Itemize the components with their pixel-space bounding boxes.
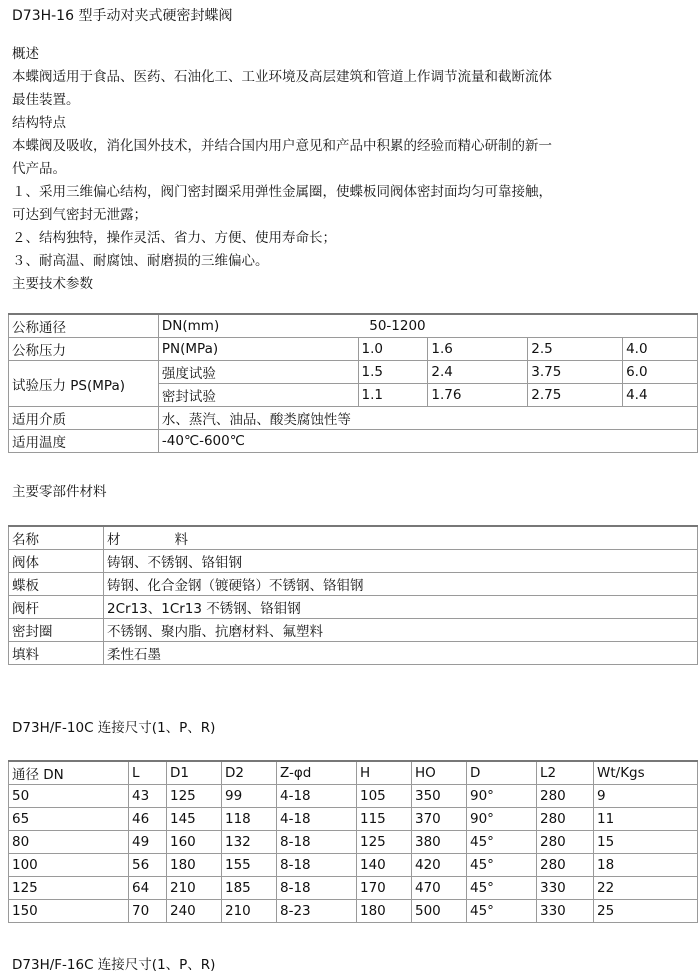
- dims-cell: 90°: [467, 785, 537, 808]
- strength-value: 1.5: [358, 361, 428, 384]
- dims-cell: 8-18: [277, 877, 357, 900]
- dims-cell: Wt/Kgs: [594, 761, 698, 785]
- pn-unit: PN(MPa): [158, 338, 358, 361]
- dims-cell: 125: [9, 877, 129, 900]
- dims-cell: 125: [357, 831, 412, 854]
- dims-cell: 45°: [467, 831, 537, 854]
- strength-value: 3.75: [528, 361, 623, 384]
- pn-value: 1.0: [358, 338, 428, 361]
- dims-cell: 15: [594, 831, 698, 854]
- part-material: 铸钢、化合金钢（镀硬铬）不锈钢、铬钼钢: [104, 573, 698, 596]
- dims-cell: 170: [357, 877, 412, 900]
- pn-value: 2.5: [528, 338, 623, 361]
- materials-header-material: 材 料: [104, 526, 698, 550]
- temp-label: 适用温度: [9, 430, 159, 453]
- temp-value: -40℃-600℃: [158, 430, 697, 453]
- dims-cell: 115: [357, 808, 412, 831]
- dims-cell: 470: [412, 877, 467, 900]
- dn-value: 50-1200: [369, 318, 426, 334]
- seal-label: 密封试验: [158, 384, 358, 407]
- dims-cell: 125: [167, 785, 222, 808]
- dims-cell: 370: [412, 808, 467, 831]
- dims-cell: 420: [412, 854, 467, 877]
- seal-value: 4.4: [623, 384, 698, 407]
- dims-cell: 11: [594, 808, 698, 831]
- dims-cell: 145: [167, 808, 222, 831]
- dims-cell: H: [357, 761, 412, 785]
- dims-cell: 8-23: [277, 900, 357, 923]
- dims-cell: 500: [412, 900, 467, 923]
- dims-cell: 56: [129, 854, 167, 877]
- part-name: 蝶板: [9, 573, 104, 596]
- dims-cell: 280: [537, 808, 594, 831]
- part-name: 阀杆: [9, 596, 104, 619]
- dims-cell: 280: [537, 831, 594, 854]
- pn-value: 1.6: [428, 338, 528, 361]
- table-row: [9, 596, 698, 619]
- strength-value: 2.4: [428, 361, 528, 384]
- structure-item1-line1: １、采用三维偏心结构，阀门密封圈采用弹性金属圈，使蝶板同阀体密封面均匀可靠接触，: [12, 184, 552, 200]
- table-row: [9, 642, 698, 665]
- spec-row-strength: [9, 361, 698, 384]
- seal-value: 1.76: [428, 384, 528, 407]
- dims-cell: 185: [222, 877, 277, 900]
- medium-label: 适用介质: [9, 407, 159, 430]
- table-row: [9, 619, 698, 642]
- table-row: [9, 550, 698, 573]
- dims-cell: 45°: [467, 900, 537, 923]
- dims-cell: 65: [9, 808, 129, 831]
- dims-cell: 通径 DN: [9, 761, 129, 785]
- dims-cell: 18: [594, 854, 698, 877]
- dims-cell: 45°: [467, 854, 537, 877]
- table-row: [9, 854, 698, 877]
- part-material: 铸钢、不锈钢、铬钼钢: [104, 550, 698, 573]
- pn-label: 公称压力: [9, 338, 159, 361]
- spec-row-dn: [9, 314, 698, 338]
- dims-cell: Z-φd: [277, 761, 357, 785]
- dims-cell: D1: [167, 761, 222, 785]
- dims-cell: HO: [412, 761, 467, 785]
- overview-heading: 概述: [12, 46, 39, 62]
- dims-cell: D2: [222, 761, 277, 785]
- dims-cell: 70: [129, 900, 167, 923]
- dims-header-row: [9, 761, 698, 785]
- table-row: [9, 785, 698, 808]
- dims-cell: 80: [9, 831, 129, 854]
- spec-row-temp: [9, 430, 698, 453]
- dims-cell: 43: [129, 785, 167, 808]
- dn-unit: DN(mm): [161, 318, 220, 334]
- dims-cell: 180: [357, 900, 412, 923]
- spec-row-pn: [9, 338, 698, 361]
- part-name: 填料: [9, 642, 104, 665]
- materials-header-row: [9, 526, 698, 550]
- strength-label: 强度试验: [158, 361, 358, 384]
- part-name: 阀体: [9, 550, 104, 573]
- dims-cell: 280: [537, 785, 594, 808]
- part-material: 不锈钢、聚内脂、抗磨材料、氟塑料: [104, 619, 698, 642]
- dims-cell: 9: [594, 785, 698, 808]
- dims-cell: 4-18: [277, 785, 357, 808]
- dims-cell: 118: [222, 808, 277, 831]
- dims-cell: 155: [222, 854, 277, 877]
- dimensions-table: [8, 760, 698, 923]
- structure-text-line1: 本蝶阀及吸收，消化国外技术，并结合国内用户意见和产品中积累的经验而精心研制的新一: [12, 138, 552, 154]
- table-row: [9, 831, 698, 854]
- dims-cell: 8-18: [277, 831, 357, 854]
- pn-value: 4.0: [623, 338, 698, 361]
- dims-cell: 99: [222, 785, 277, 808]
- structure-item2: ２、结构独特，操作灵活、省力、方便、使用寿命长；: [12, 230, 336, 246]
- dims-cell: 49: [129, 831, 167, 854]
- structure-heading: 结构特点: [12, 115, 66, 131]
- dims-cell: 132: [222, 831, 277, 854]
- part-material: 2Cr13、1Cr13 不锈钢、铬钼钢: [104, 596, 698, 619]
- materials-header-name: 名称: [9, 526, 104, 550]
- overview-text-line2: 最佳装置。: [12, 92, 80, 108]
- dims-cell: 105: [357, 785, 412, 808]
- dims-cell: L: [129, 761, 167, 785]
- dims-cell: 330: [537, 877, 594, 900]
- seal-value: 2.75: [528, 384, 623, 407]
- test-pressure-label: 试验压力 PS(MPa): [9, 361, 159, 407]
- dims-cell: 4-18: [277, 808, 357, 831]
- overview-text-line1: 本蝶阀适用于食品、医药、石油化工、工业环境及高层建筑和管道上作调节流量和截断流体: [12, 69, 552, 85]
- structure-item3: ３、耐高温、耐腐蚀、耐磨损的三维偏心。: [12, 253, 269, 269]
- part-material: 柔性石墨: [104, 642, 698, 665]
- dims-cell: 8-18: [277, 854, 357, 877]
- dims-cell: 210: [222, 900, 277, 923]
- dims2-heading: D73H/F-16C 连接尺寸(1、P、R): [12, 957, 216, 973]
- part-name: 密封圈: [9, 619, 104, 642]
- materials-table: [8, 525, 698, 665]
- dims-cell: 45°: [467, 877, 537, 900]
- dims-cell: 180: [167, 854, 222, 877]
- structure-text-line2: 代产品。: [12, 161, 66, 177]
- table-row: [9, 573, 698, 596]
- dims-cell: 380: [412, 831, 467, 854]
- dims-cell: 350: [412, 785, 467, 808]
- spec-table: [8, 313, 698, 453]
- spec-heading: 主要技术参数: [12, 276, 93, 292]
- dims-heading: D73H/F-10C 连接尺寸(1、P、R): [12, 720, 216, 736]
- dims-cell: 330: [537, 900, 594, 923]
- materials-heading: 主要零部件材料: [12, 484, 107, 500]
- dims-cell: 100: [9, 854, 129, 877]
- dims-cell: 150: [9, 900, 129, 923]
- table-row: [9, 808, 698, 831]
- seal-value: 1.1: [358, 384, 428, 407]
- dims-cell: L2: [537, 761, 594, 785]
- table-row: [9, 900, 698, 923]
- dims-cell: 64: [129, 877, 167, 900]
- dims-cell: 160: [167, 831, 222, 854]
- spec-row-medium: [9, 407, 698, 430]
- dims-cell: 210: [167, 877, 222, 900]
- medium-value: 水、蒸汽、油品、酸类腐蚀性等: [158, 407, 697, 430]
- dn-cell: [158, 314, 697, 338]
- dimensions-body: [9, 761, 698, 923]
- dims-cell: 46: [129, 808, 167, 831]
- table-row: [9, 877, 698, 900]
- page-title: D73H-16 型手动对夹式硬密封蝶阀: [12, 8, 233, 24]
- dims-cell: 140: [357, 854, 412, 877]
- dn-label: 公称通径: [9, 314, 159, 338]
- dims-cell: 22: [594, 877, 698, 900]
- dims-cell: 240: [167, 900, 222, 923]
- strength-value: 6.0: [623, 361, 698, 384]
- dims-cell: D: [467, 761, 537, 785]
- dims-cell: 25: [594, 900, 698, 923]
- dims-cell: 280: [537, 854, 594, 877]
- dims-cell: 90°: [467, 808, 537, 831]
- dims-cell: 50: [9, 785, 129, 808]
- structure-item1-line2: 可达到气密封无泄露；: [12, 207, 147, 223]
